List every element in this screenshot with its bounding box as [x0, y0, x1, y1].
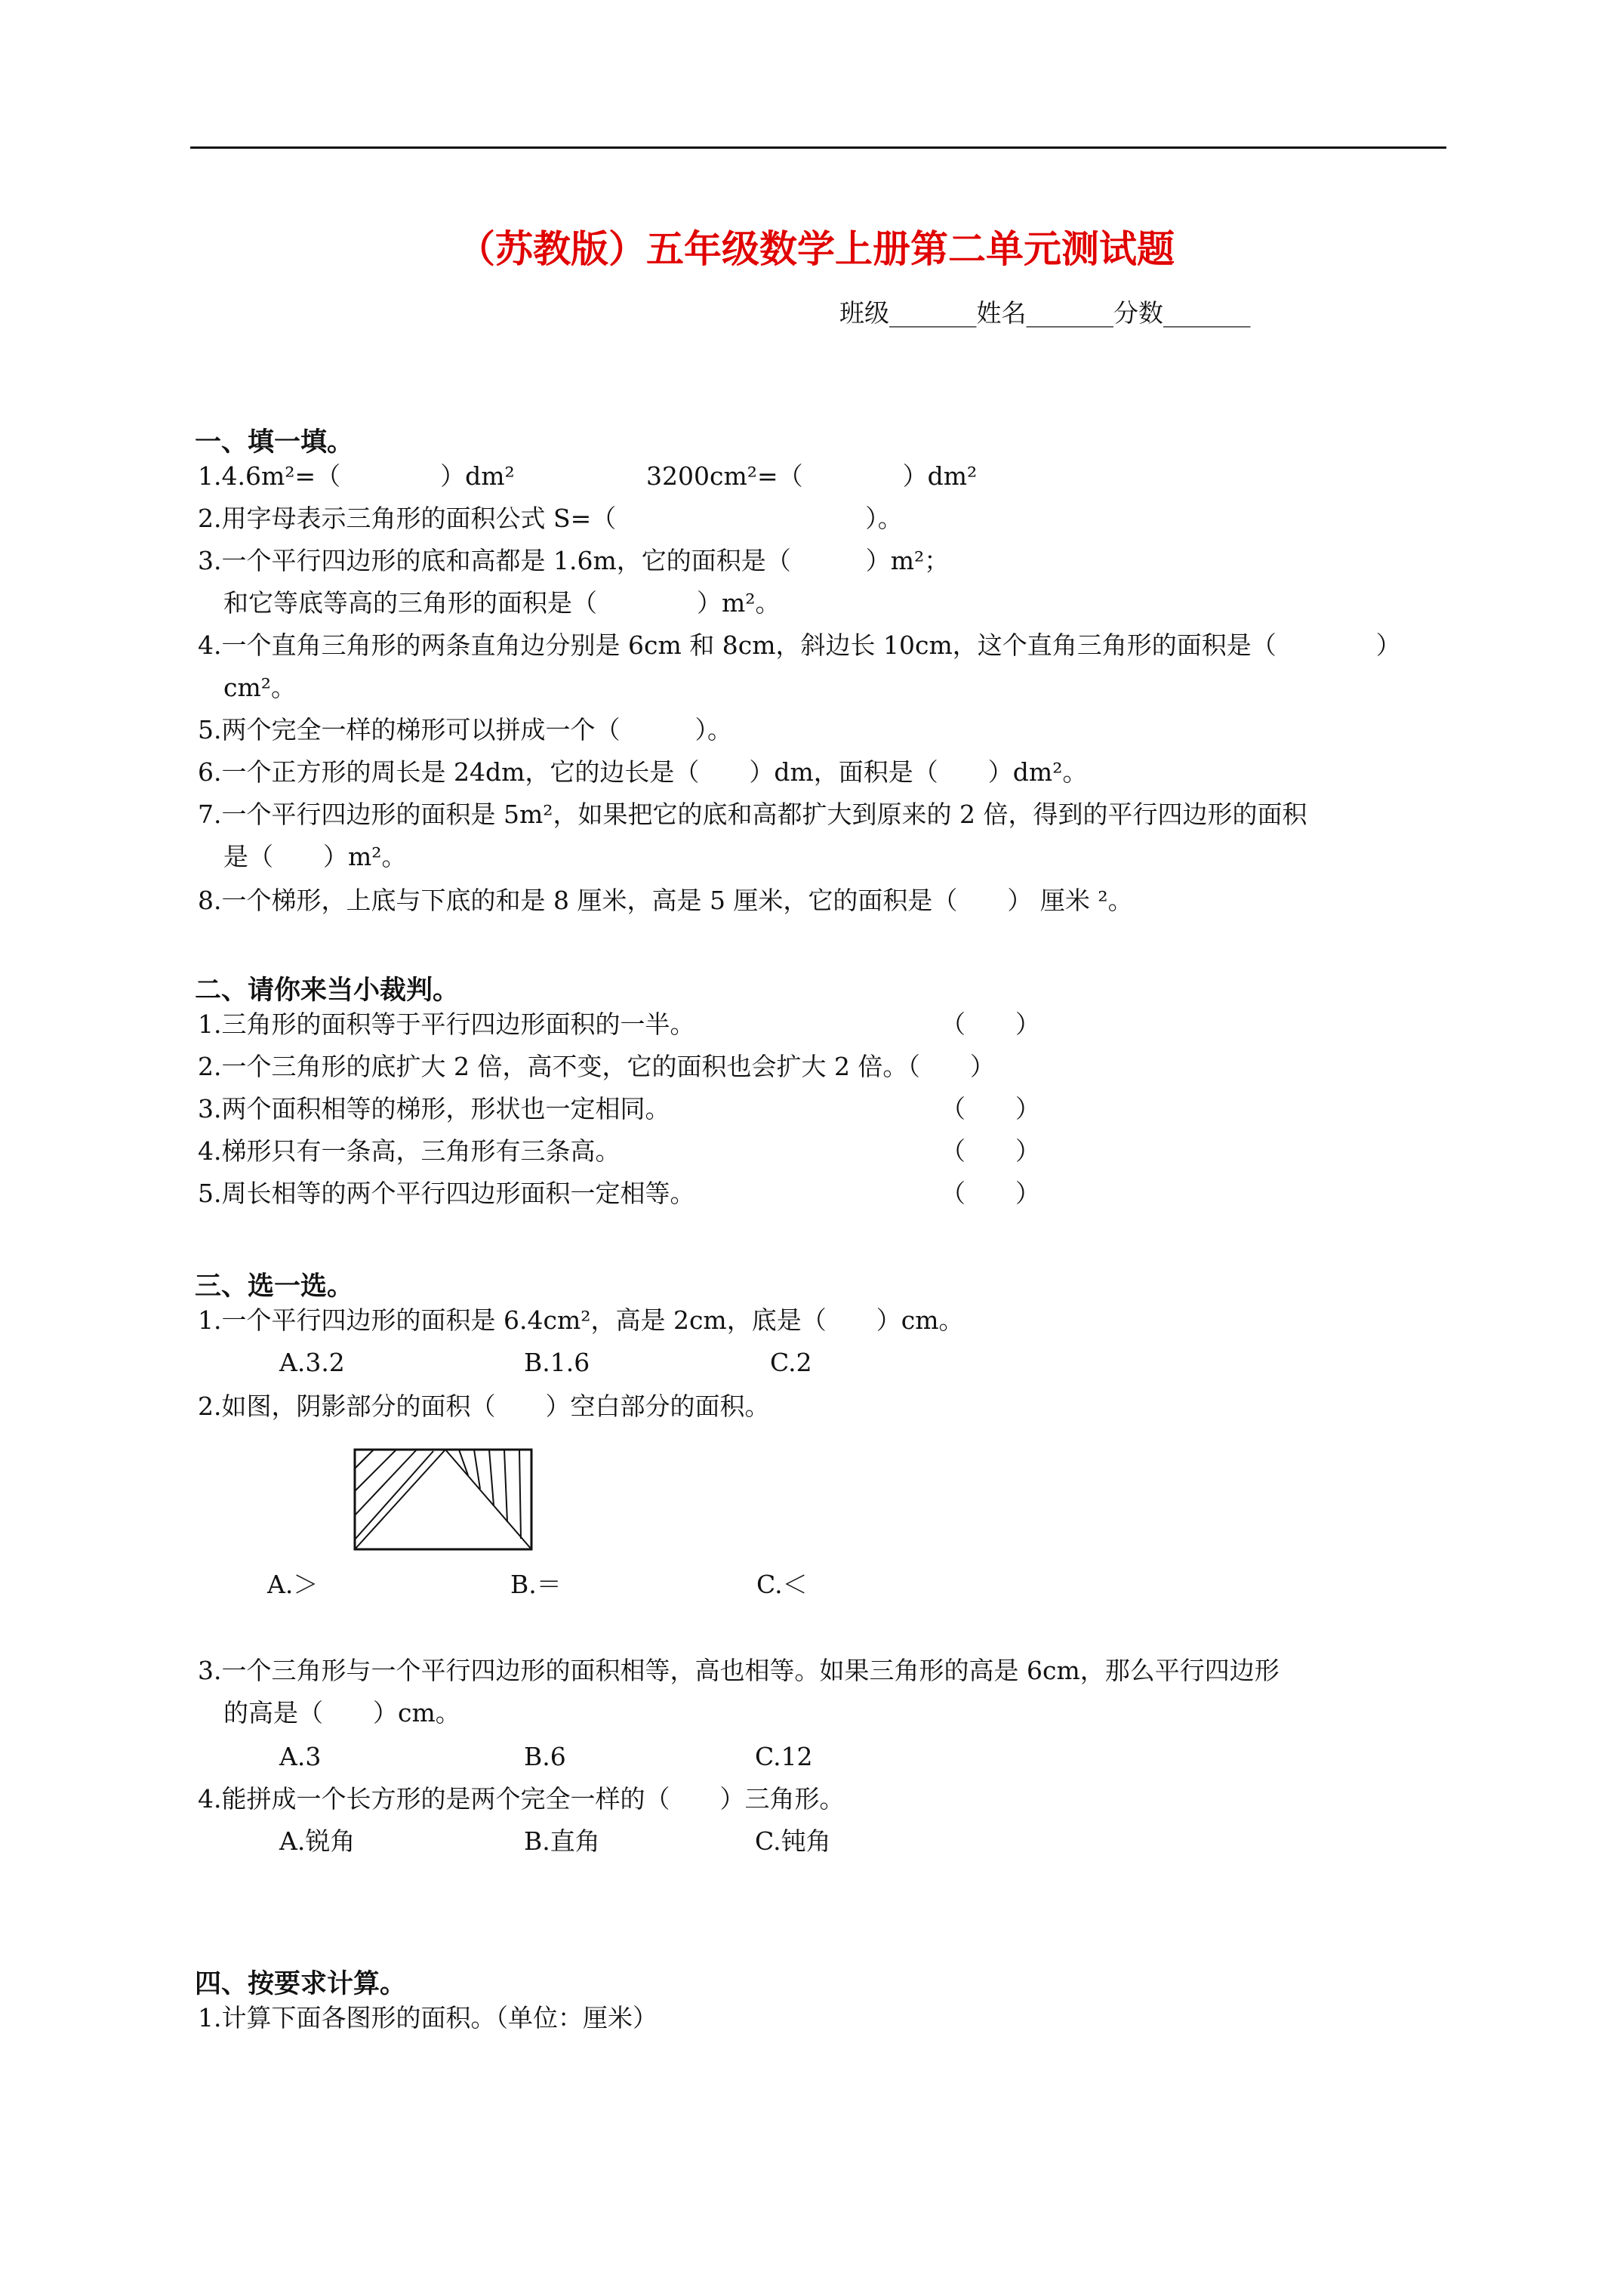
s3-q1-option-a: A.3.2 — [279, 1348, 345, 1377]
section-1-heading: 一、填一填。 — [195, 427, 354, 458]
shaded-rectangle-figure — [349, 1444, 537, 1555]
s1-q3b: 和它等底等高的三角形的面积是（ ）m²。 — [223, 588, 781, 618]
page-title: （苏教版）五年级数学上册第二单元测试题 — [457, 227, 1175, 271]
s3-q4: 4.能拼成一个长方形的是两个完全一样的（ ）三角形。 — [198, 1784, 845, 1814]
s2-bracket-5: （ ） — [941, 1179, 1040, 1208]
s2-bracket-3: （ ） — [941, 1094, 1040, 1123]
s2-bracket-4: （ ） — [941, 1136, 1040, 1166]
s2-item-5: 5.周长相等的两个平行四边形面积一定相等。 — [198, 1179, 695, 1208]
s3-q4-option-c: C.钝角 — [755, 1826, 831, 1856]
s1-q3a: 3.一个平行四边形的底和高都是 1.6m，它的面积是（ ）m²； — [198, 546, 950, 575]
s3-q3b: 的高是（ ）cm。 — [223, 1698, 460, 1727]
section-4-heading: 四、按要求计算。 — [195, 1969, 407, 1999]
s1-q1a: 1.4.6m²=（ ）dm² — [198, 461, 515, 491]
s3-q1-option-b: B.1.6 — [524, 1348, 590, 1377]
s1-q7a: 7.一个平行四边形的面积是 5m²，如果把它的底和高都扩大到原来的 2 倍，得到的平行四边形的面积 — [198, 800, 1307, 829]
s3-q3-option-b: B.6 — [524, 1742, 566, 1771]
s2-item-2: 2.一个三角形的底扩大 2 倍，高不变，它的面积也会扩大 2 倍。（ ） — [198, 1052, 995, 1081]
s3-q4-option-b: B.直角 — [524, 1826, 600, 1856]
s1-q1b: 3200cm²=（ ）dm² — [646, 461, 978, 491]
s2-item-4: 4.梯形只有一条高，三角形有三条高。 — [198, 1136, 621, 1166]
s2-item-3: 3.两个面积相等的梯形，形状也一定相同。 — [198, 1094, 670, 1123]
student-info-line: 班级_______姓名_______分数_______ — [839, 298, 1251, 328]
s2-item-1: 1.三角形的面积等于平行四边形面积的一半。 — [198, 1009, 695, 1039]
s1-q4b: cm²。 — [223, 673, 297, 702]
s3-q4-option-a: A.锐角 — [279, 1826, 356, 1856]
s4-q1: 1.计算下面各图形的面积。（单位：厘米） — [198, 2003, 658, 2032]
s3-q2-option-a: A.＞ — [267, 1570, 319, 1599]
s3-q3-option-a: A.3 — [279, 1742, 322, 1771]
section-2-heading: 二、请你来当小裁判。 — [195, 975, 460, 1006]
s3-q2-option-c: C.＜ — [756, 1570, 808, 1599]
s1-q5: 5.两个完全一样的梯形可以拼成一个（ ）。 — [198, 715, 732, 744]
s1-q8: 8.一个梯形，上底与下底的和是 8 厘米，高是 5 厘米，它的面积是（ ） 厘米 ²。 — [198, 886, 1133, 915]
s3-q1-option-c: C.2 — [770, 1348, 812, 1377]
section-3-heading: 三、选一选。 — [195, 1271, 354, 1302]
s3-q1: 1.一个平行四边形的面积是 6.4cm²，高是 2cm，底是（ ）cm。 — [198, 1305, 964, 1335]
s1-q4a: 4.一个直角三角形的两条直角边分别是 6cm 和 8cm，斜边长 10cm，这个直角三角形的面积是（ ） — [198, 630, 1401, 660]
s3-q3a: 3.一个三角形与一个平行四边形的面积相等，高也相等。如果三角形的高是 6cm，那么平行四边形 — [198, 1656, 1280, 1685]
top-rule — [190, 146, 1446, 149]
s3-q2-option-b: B.＝ — [510, 1570, 562, 1599]
s1-q6: 6.一个正方形的周长是 24dm，它的边长是（ ）dm，面积是（ ）dm²。 — [198, 757, 1088, 787]
s3-q2: 2.如图，阴影部分的面积（ ）空白部分的面积。 — [198, 1391, 770, 1421]
s2-bracket-1: （ ） — [941, 1009, 1040, 1039]
s1-q7b: 是（ ）m²。 — [223, 842, 407, 871]
s3-q3-option-c: C.12 — [755, 1742, 813, 1771]
s1-q2: 2.用字母表示三角形的面积公式 S=（ ）。 — [198, 504, 903, 533]
